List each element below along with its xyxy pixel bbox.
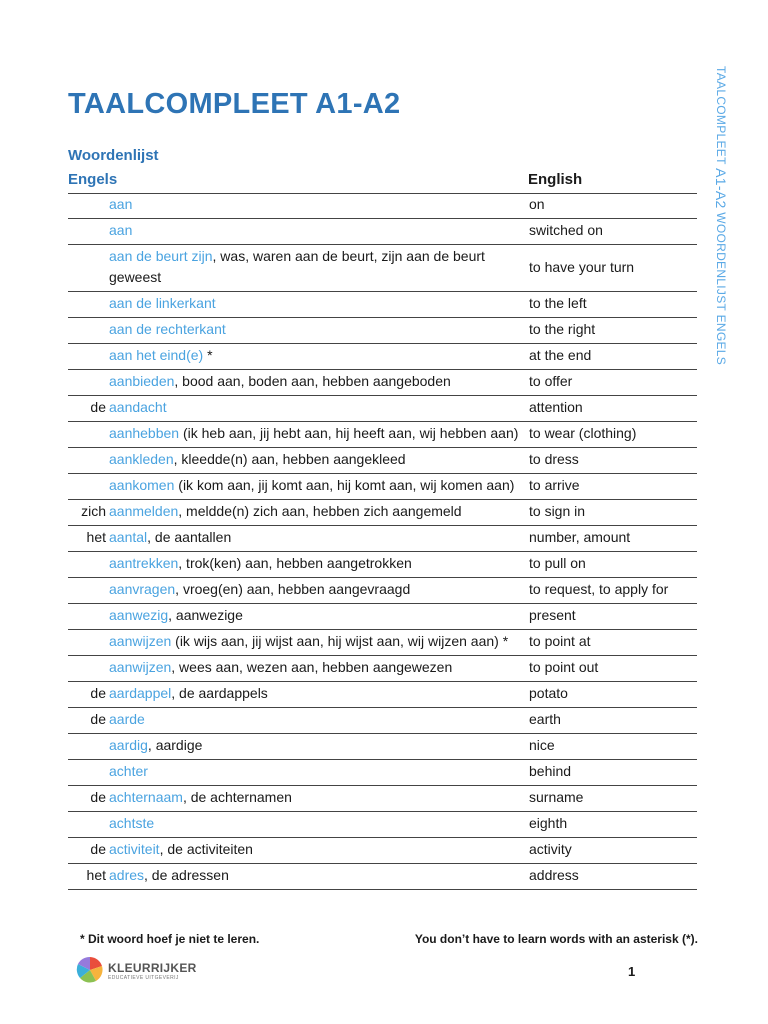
side-running-header xyxy=(713,66,729,365)
dutch-entry-cell xyxy=(109,656,522,682)
dutch-forms: , aanwezige xyxy=(168,607,243,623)
dutch-keyword: aan de beurt zijn xyxy=(109,248,213,264)
table-row xyxy=(68,370,697,396)
dutch-entry-cell xyxy=(109,630,522,656)
dutch-entry-cell xyxy=(109,318,522,344)
dutch-forms: (ik wijs aan, jij wijst aan, hij wijst aan, wij wijzen aan) * xyxy=(171,633,509,649)
dutch-forms: , wees aan, wezen aan, hebben aangewezen xyxy=(171,659,453,675)
dutch-keyword: aantrekken xyxy=(109,555,179,571)
dutch-entry-cell xyxy=(109,370,522,396)
dutch-entry-cell xyxy=(109,734,522,760)
dutch-keyword: aanbieden xyxy=(109,373,175,389)
dutch-entry-cell xyxy=(109,760,522,786)
dutch-entry-cell xyxy=(109,245,522,292)
dutch-keyword: aankomen xyxy=(109,477,175,493)
article-cell xyxy=(68,630,109,656)
dutch-keyword: aan het eind(e) xyxy=(109,347,204,363)
dutch-forms: , de adressen xyxy=(144,867,229,883)
table-row xyxy=(68,344,697,370)
logo-wordmark: KLEURRIJKER xyxy=(108,961,197,975)
table-row xyxy=(68,630,697,656)
table-row xyxy=(68,760,697,786)
logo-mark-icon xyxy=(76,956,104,984)
english-translation-cell: to point at xyxy=(522,630,697,656)
side-text-part-c: WOORDENLIJST ENGELS xyxy=(714,208,728,366)
dutch-entry-cell xyxy=(109,604,522,630)
table-row xyxy=(68,245,697,292)
dutch-keyword: aan de rechterkant xyxy=(109,321,226,337)
table-row xyxy=(68,552,697,578)
table-row xyxy=(68,474,697,500)
dutch-forms: , aardige xyxy=(147,737,203,753)
article-cell xyxy=(68,812,109,838)
english-translation-cell: on xyxy=(522,193,697,219)
side-text-part-b: A1-A2 xyxy=(713,168,729,209)
dutch-keyword: adres xyxy=(109,867,145,883)
publisher-logo xyxy=(76,956,206,986)
dutch-entry-cell xyxy=(109,838,522,864)
dutch-keyword: aanmelden xyxy=(109,503,179,519)
vocabulary-table xyxy=(68,193,697,890)
dutch-entry-cell xyxy=(109,344,522,370)
dutch-entry-cell xyxy=(109,292,522,318)
table-row xyxy=(68,682,697,708)
article-cell xyxy=(68,422,109,448)
table-row xyxy=(68,526,697,552)
dutch-forms: , meldde(n) zich aan, hebben zich aangemeld xyxy=(178,503,462,519)
english-translation-cell: at the end xyxy=(522,344,697,370)
dutch-entry-cell xyxy=(109,474,522,500)
table-row xyxy=(68,786,697,812)
english-translation-cell: to the right xyxy=(522,318,697,344)
english-translation-cell: to dress xyxy=(522,448,697,474)
article-cell xyxy=(68,370,109,396)
footer-note-dutch: * Dit woord hoef je niet te leren. xyxy=(80,932,260,946)
article-cell xyxy=(68,448,109,474)
article-cell xyxy=(68,734,109,760)
dutch-forms: , de aantallen xyxy=(147,529,232,545)
english-translation-cell: to have your turn xyxy=(522,245,697,292)
dutch-keyword: aardappel xyxy=(109,685,172,701)
article-cell xyxy=(68,344,109,370)
dutch-entry-cell xyxy=(109,219,522,245)
article-cell xyxy=(68,760,109,786)
vocabulary-table-body xyxy=(68,193,697,890)
table-row xyxy=(68,734,697,760)
dutch-forms: (ik kom aan, jij komt aan, hij komt aan, wij komen aan) xyxy=(174,477,515,493)
english-translation-cell: nice xyxy=(522,734,697,760)
english-translation-cell: to point out xyxy=(522,656,697,682)
table-row xyxy=(68,838,697,864)
dutch-keyword: aarde xyxy=(109,711,145,727)
table-row xyxy=(68,219,697,245)
footer-note-english: You don’t have to learn words with an asterisk (*). xyxy=(414,932,698,946)
dutch-entry-cell xyxy=(109,812,522,838)
article-cell: het xyxy=(68,526,109,552)
english-translation-cell: to pull on xyxy=(522,552,697,578)
dutch-forms: , trok(ken) aan, hebben aangetrokken xyxy=(178,555,412,571)
article-cell xyxy=(68,193,109,219)
article-cell xyxy=(68,292,109,318)
dutch-entry-cell xyxy=(109,552,522,578)
english-translation-cell: to offer xyxy=(522,370,697,396)
table-row xyxy=(68,500,697,526)
dutch-keyword: aanwezig xyxy=(109,607,169,623)
table-row xyxy=(68,656,697,682)
dutch-keyword: aantal xyxy=(109,529,148,545)
logo-tagline: EDUCATIEVE UITGEVERIJ xyxy=(108,975,179,981)
table-row xyxy=(68,708,697,734)
dutch-entry-cell xyxy=(109,448,522,474)
side-text-part-a: TAALCOMPLEET xyxy=(714,66,728,169)
dutch-forms: (ik heb aan, jij hebt aan, hij heeft aan, wij hebben aan) xyxy=(179,425,519,441)
dutch-keyword: aanwijzen xyxy=(109,633,172,649)
article-cell: de xyxy=(68,682,109,708)
english-translation-cell: earth xyxy=(522,708,697,734)
english-translation-cell: activity xyxy=(522,838,697,864)
article-cell xyxy=(68,245,109,292)
english-translation-cell: potato xyxy=(522,682,697,708)
dutch-keyword: aandacht xyxy=(109,399,167,415)
article-cell xyxy=(68,474,109,500)
dutch-entry-cell xyxy=(109,422,522,448)
english-translation-cell: number, amount xyxy=(522,526,697,552)
dutch-entry-cell xyxy=(109,864,522,890)
table-row xyxy=(68,318,697,344)
dutch-keyword: aanwijzen xyxy=(109,659,172,675)
dutch-entry-cell xyxy=(109,578,522,604)
article-cell: de xyxy=(68,838,109,864)
table-row xyxy=(68,422,697,448)
dutch-entry-cell xyxy=(109,786,522,812)
article-cell xyxy=(68,578,109,604)
dutch-keyword: activiteit xyxy=(109,841,160,857)
english-translation-cell: behind xyxy=(522,760,697,786)
dutch-forms: , vroeg(en) aan, hebben aangevraagd xyxy=(175,581,411,597)
table-row xyxy=(68,193,697,219)
english-translation-cell: to arrive xyxy=(522,474,697,500)
article-cell xyxy=(68,318,109,344)
dutch-entry-cell xyxy=(109,396,522,422)
article-cell: de xyxy=(68,708,109,734)
english-translation-cell: to wear (clothing) xyxy=(522,422,697,448)
dutch-entry-cell xyxy=(109,193,522,219)
english-translation-cell: switched on xyxy=(522,219,697,245)
dutch-keyword: aan xyxy=(109,196,133,212)
english-translation-cell: present xyxy=(522,604,697,630)
table-row xyxy=(68,448,697,474)
table-row xyxy=(68,292,697,318)
dutch-keyword: aanvragen xyxy=(109,581,176,597)
dutch-keyword: aardig xyxy=(109,737,148,753)
table-row xyxy=(68,864,697,890)
article-cell: zich xyxy=(68,500,109,526)
page-number: 1 xyxy=(628,964,636,979)
dutch-entry-cell xyxy=(109,682,522,708)
column-header-english: English xyxy=(528,171,583,188)
dutch-forms: , de aardappels xyxy=(171,685,268,701)
dutch-keyword: achtste xyxy=(109,815,155,831)
dutch-entry-cell xyxy=(109,708,522,734)
table-row xyxy=(68,604,697,630)
article-cell: de xyxy=(68,786,109,812)
dutch-forms: , de achternamen xyxy=(182,789,292,805)
english-translation-cell: address xyxy=(522,864,697,890)
dutch-forms: , was, waren aan de beurt, zijn aan de beurt geweest xyxy=(109,248,485,285)
table-row xyxy=(68,578,697,604)
table-row xyxy=(68,396,697,422)
english-translation-cell: to request, to apply for xyxy=(522,578,697,604)
article-cell: het xyxy=(68,864,109,890)
article-cell xyxy=(68,552,109,578)
dutch-entry-cell xyxy=(109,526,522,552)
dutch-keyword: aankleden xyxy=(109,451,174,467)
english-translation-cell: to the left xyxy=(522,292,697,318)
table-header xyxy=(68,170,697,194)
dutch-keyword: aan xyxy=(109,222,133,238)
dutch-forms: , kleedde(n) aan, hebben aangekleed xyxy=(173,451,406,467)
dutch-keyword: aan de linkerkant xyxy=(109,295,216,311)
section-subtitle: Woordenlijst xyxy=(68,147,159,164)
english-translation-cell: attention xyxy=(522,396,697,422)
dutch-forms: , de activiteiten xyxy=(159,841,253,857)
article-cell xyxy=(68,219,109,245)
article-cell: de xyxy=(68,396,109,422)
document-title: TAALCOMPLEET A1-A2 xyxy=(68,88,401,120)
dutch-forms: , bood aan, boden aan, hebben aangeboden xyxy=(174,373,451,389)
dutch-keyword: achter xyxy=(109,763,148,779)
table-row xyxy=(68,812,697,838)
english-translation-cell: to sign in xyxy=(522,500,697,526)
dutch-forms: * xyxy=(203,347,213,363)
article-cell xyxy=(68,604,109,630)
dutch-keyword: achternaam xyxy=(109,789,183,805)
dutch-keyword: aanhebben xyxy=(109,425,180,441)
article-cell xyxy=(68,656,109,682)
dutch-entry-cell xyxy=(109,500,522,526)
english-translation-cell: surname xyxy=(522,786,697,812)
column-header-dutch: Engels xyxy=(68,171,118,188)
english-translation-cell: eighth xyxy=(522,812,697,838)
